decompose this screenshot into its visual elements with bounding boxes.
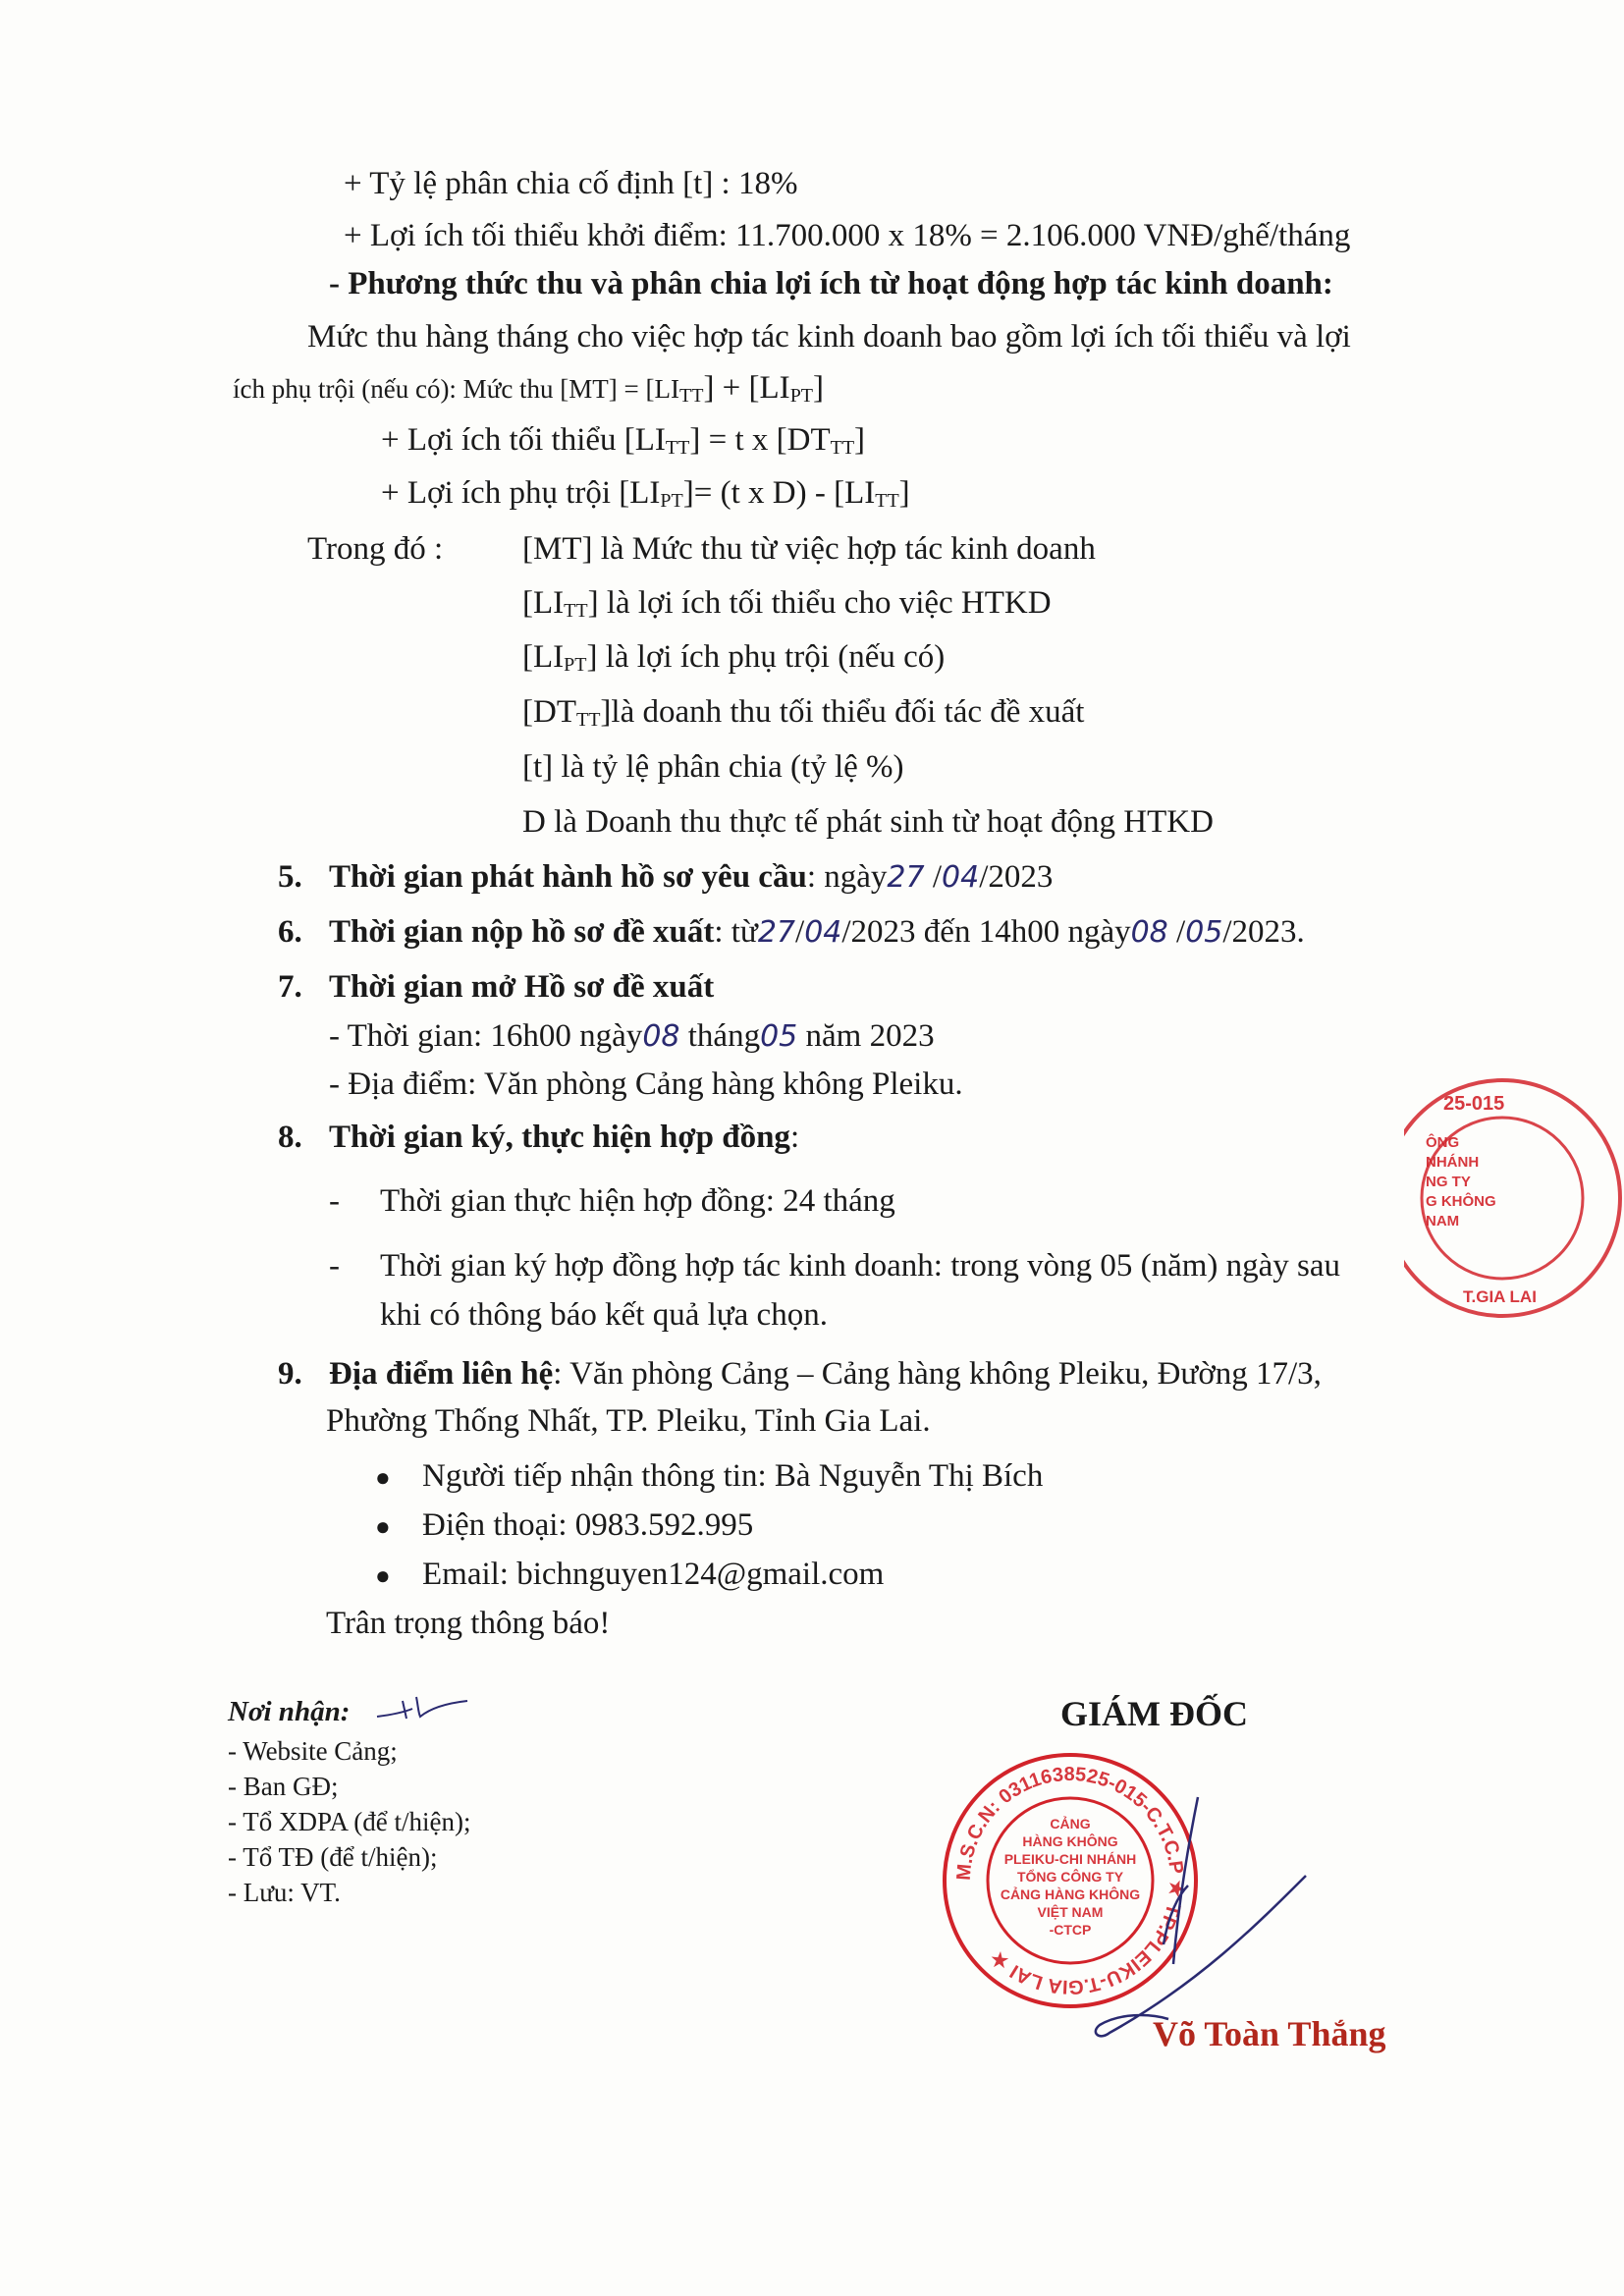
item-8: 8. Thời gian ký, thực hiện hợp đồng: [278, 1120, 800, 1155]
item-7: 7. Thời gian mở Hồ sơ đề xuất [278, 969, 715, 1005]
contact-person: ● Người tiếp nhận thông tin: Bà Nguyễn Thị Bích [375, 1458, 1044, 1494]
method-paragraph-line1: Mức thu hàng tháng cho việc hợp tác kinh doanh bao gồm lợi ích tối thiểu và lợi [307, 319, 1351, 355]
recipient-item: - Tổ XDPA (để t/hiện); [228, 1807, 471, 1836]
definition-dt: $[DT_{TT}]là$ doanh thu tối thiểu đối tác đề xuất [522, 694, 1085, 731]
svg-text:G KHÔNG: G KHÔNG [1426, 1193, 1496, 1210]
formula-min-benefit: + Lợi ích tối thiểu $[LI_{TT}] = t$ x $[DT_{TT}]$ [381, 422, 866, 459]
ratio-line: + Tỷ lệ phân chia cố định [t] : 18% [344, 166, 798, 201]
svg-text:NAM: NAM [1426, 1213, 1460, 1230]
recipient-item: - Ban GĐ; [228, 1772, 339, 1801]
item-7-place: - Địa điểm: Văn phòng Cảng hàng không Pleiku. [329, 1066, 963, 1102]
closing-line: Trân trọng thông báo! [326, 1606, 611, 1641]
svg-text:VIỆT NAM: VIỆT NAM [1037, 1904, 1104, 1920]
svg-text:PLEIKU-CHI NHÁNH: PLEIKU-CHI NHÁNH [1003, 1851, 1137, 1867]
recipient-item: - Website Cảng; [228, 1736, 398, 1766]
svg-text:HÀNG KHÔNG: HÀNG KHÔNG [1022, 1833, 1118, 1849]
svg-text:CẢNG HÀNG KHÔNG: CẢNG HÀNG KHÔNG [1000, 1886, 1141, 1902]
item-8-signing-line1: - Thời gian ký hợp đồng hợp tác kinh doanh: trong vòng 05 (năm) ngày sau [329, 1248, 1341, 1284]
where-label: Trong đó : [307, 531, 444, 567]
svg-text:CẢNG: CẢNG [1050, 1816, 1091, 1831]
svg-text:25-015: 25-015 [1443, 1093, 1505, 1115]
item-8-duration: - Thời gian thực hiện hợp đồng: 24 tháng [329, 1183, 895, 1219]
svg-text:NHÁNH: NHÁNH [1426, 1154, 1480, 1171]
initials-mark [373, 1687, 471, 1726]
recipients-title: Nơi nhận: [228, 1696, 351, 1727]
recipient-item: - Lưu: VT. [228, 1878, 341, 1907]
svg-text:-CTCP: -CTCP [1049, 1922, 1092, 1938]
item-8-signing-line2: khi có thông báo kết quả lựa chọn. [380, 1297, 828, 1333]
method-heading: - Phương thức thu và phân chia lợi ích từ hoạt động hợp tác kinh doanh: [329, 266, 1333, 301]
item-9-address-line2: Phường Thống Nhất, TP. Pleiku, Tỉnh Gia Lai. [326, 1403, 931, 1439]
svg-text:TỔNG CÔNG TY: TỔNG CÔNG TY [1016, 1869, 1124, 1885]
definition-mt: [MT] là Mức thu từ việc hợp tác kinh doanh [522, 531, 1096, 567]
svg-text:NG TY: NG TY [1426, 1174, 1471, 1190]
contact-phone: ● Điện thoại: 0983.592.995 [375, 1507, 754, 1543]
recipient-item: - Tổ TĐ (để t/hiện); [228, 1842, 438, 1872]
svg-text:T.GIA LAI: T.GIA LAI [1463, 1287, 1537, 1306]
formula-extra-benefit: + Lợi ích phụ trội $[LI_{PT}]= (t$ x $D) - [LI_{TT}]$ [381, 475, 910, 512]
signer-title: GIÁM ĐỐC [1060, 1694, 1248, 1733]
signer-name: Võ Toàn Thắng [1153, 2014, 1386, 2053]
item-7-time: - Thời gian: 16h00 ngày08 tháng05 năm 2023 [329, 1018, 935, 1054]
definition-litt: $[LI_{TT}]$ là lợi ích tối thiểu cho việc HTKD [522, 585, 1052, 622]
svg-text:M.S.C.N: 0311638525-015-C.T.C.: M.S.C.N: 0311638525-015-C.T.C.P ★ TP.PLEIKU-T.GIA LAI ★ [952, 1763, 1188, 1998]
contact-email: ● Email: bichnguyen124@gmail.com [375, 1557, 885, 1592]
definition-lipt: $[LI_{PT}]$ là lợi ích phụ trội (nếu có) [522, 639, 946, 676]
item-6: 6. Thời gian nộp hồ sơ đề xuất: từ27/04/2023 đến 14h00 ngày08 /05/2023. [278, 914, 1305, 950]
definition-d: D là Doanh thu thực tế phát sinh từ hoạt động HTKD [522, 804, 1214, 840]
min-benefit-line: + Lợi ích tối thiểu khởi điểm: 11.700.000 x 18% = 2.106.000 VNĐ/ghế/tháng [344, 218, 1351, 253]
definition-t: [t] là tỷ lệ phân chia (tỷ lệ %) [522, 749, 904, 785]
method-paragraph-line2: ích phụ trội (nếu có): Mức thu $[MT] = [LI_{TT}] + [LI_{PT}]$ [233, 370, 825, 407]
svg-text:ÔNG: ÔNG [1426, 1134, 1460, 1151]
item-5: 5. Thời gian phát hành hồ sơ yêu cầu: ngày27 /04/2023 [278, 859, 1054, 895]
edge-stamp [1404, 1070, 1624, 1326]
item-9: 9. Địa điểm liên hệ: Văn phòng Cảng – Cảng hàng không Pleiku, Đường 17/3, [278, 1356, 1322, 1392]
